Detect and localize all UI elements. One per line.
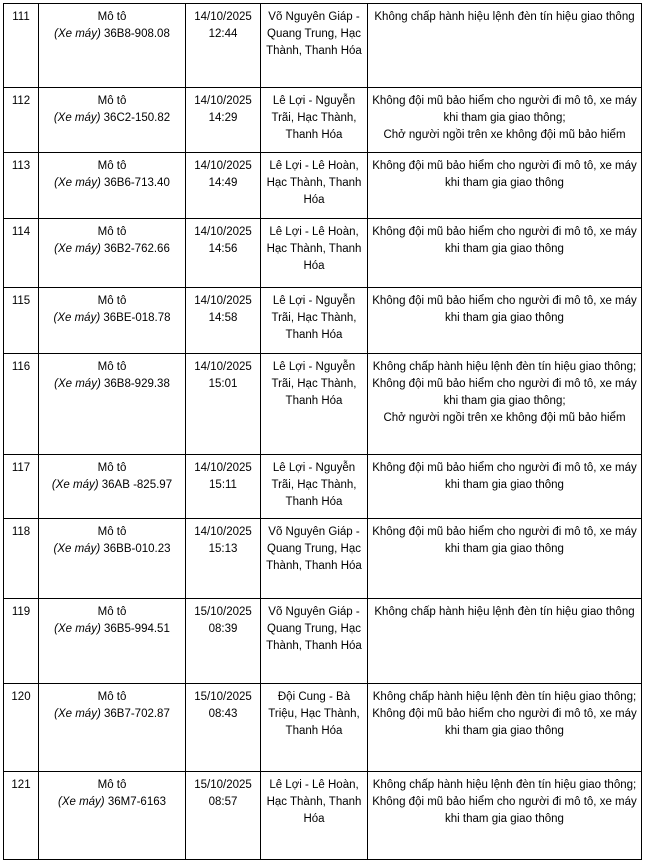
violation-time: 08:43 bbox=[208, 708, 238, 720]
cell-index: 113 bbox=[4, 153, 39, 219]
cell-violations bbox=[368, 772, 642, 860]
cell-vehicle bbox=[39, 354, 186, 455]
cell-index: 114 bbox=[4, 219, 39, 288]
vehicle-plate-line bbox=[42, 26, 182, 43]
cell-vehicle bbox=[39, 288, 186, 354]
vehicle-plate-line bbox=[42, 376, 182, 393]
violation-time: 14:56 bbox=[208, 243, 238, 255]
vehicle-subtype: (Xe máy) bbox=[54, 28, 101, 40]
violation-time: 08:39 bbox=[208, 623, 238, 635]
vehicle-type: Mô tô bbox=[97, 691, 127, 703]
violation-item: Không đội mũ bảo hiểm cho người đi mô tô, xe máy khi tham gia giao thông bbox=[372, 160, 637, 189]
cell-index: 118 bbox=[4, 519, 39, 599]
cell-location: Võ Nguyên Giáp - Quang Trung, Hạc Thành, Thanh Hóa bbox=[261, 519, 368, 599]
vehicle-type: Mô tô bbox=[97, 361, 127, 373]
vehicle-plate-line bbox=[42, 706, 182, 723]
cell-datetime bbox=[186, 4, 261, 88]
cell-location: Lê Lợi - Nguyễn Trãi, Hạc Thành, Thanh Hóa bbox=[261, 354, 368, 455]
violation-item: Không đội mũ bảo hiểm cho người đi mô tô, xe máy khi tham gia giao thông bbox=[372, 226, 637, 255]
plate-number: 36BE-018.78 bbox=[100, 312, 171, 324]
plate-number: 36C2-150.82 bbox=[100, 112, 171, 124]
cell-violations bbox=[368, 519, 642, 599]
cell-datetime bbox=[186, 354, 261, 455]
plate-number: 36M7-6163 bbox=[104, 796, 167, 808]
violation-date: 14/10/2025 bbox=[194, 11, 252, 23]
vehicle-subtype: (Xe máy) bbox=[54, 177, 101, 189]
cell-datetime bbox=[186, 153, 261, 219]
cell-vehicle bbox=[39, 153, 186, 219]
cell-index: 111 bbox=[4, 4, 39, 88]
table-row bbox=[4, 455, 642, 519]
vehicle-subtype: (Xe máy) bbox=[54, 623, 101, 635]
violation-item: Không chấp hành hiệu lệnh đèn tín hiệu giao thông bbox=[374, 11, 635, 23]
violation-time: 08:57 bbox=[208, 796, 238, 808]
plate-number: 36BB-010.23 bbox=[100, 543, 171, 555]
violation-item: Không đội mũ bảo hiểm cho người đi mô tô, xe máy khi tham gia giao thông bbox=[372, 526, 637, 555]
cell-location: Đội Cung - Bà Triệu, Hạc Thành, Thanh Hóa bbox=[261, 684, 368, 772]
vehicle-type: Mô tô bbox=[97, 95, 127, 107]
vehicle-subtype: (Xe máy) bbox=[53, 543, 101, 555]
violation-date: 14/10/2025 bbox=[194, 226, 252, 238]
violation-item: Không đội mũ bảo hiểm cho người đi mô tô, xe máy khi tham gia giao thông; bbox=[372, 95, 637, 124]
violation-date: 14/10/2025 bbox=[194, 361, 252, 373]
cell-violations bbox=[368, 455, 642, 519]
vehicle-plate-line bbox=[42, 175, 182, 192]
cell-vehicle bbox=[39, 519, 186, 599]
cell-violations bbox=[368, 599, 642, 684]
plate-number: 36AB -825.97 bbox=[98, 479, 173, 491]
cell-datetime bbox=[186, 88, 261, 153]
vehicle-type: Mô tô bbox=[97, 295, 127, 307]
vehicle-subtype: (Xe máy) bbox=[54, 708, 101, 720]
vehicle-subtype: (Xe máy) bbox=[51, 479, 99, 491]
vehicle-subtype: (Xe máy) bbox=[57, 796, 105, 808]
cell-vehicle bbox=[39, 4, 186, 88]
cell-datetime bbox=[186, 519, 261, 599]
cell-vehicle bbox=[39, 599, 186, 684]
violation-time: 14:58 bbox=[208, 312, 238, 324]
cell-vehicle bbox=[39, 684, 186, 772]
violation-item: Không đội mũ bảo hiểm cho người đi mô tô, xe máy khi tham gia giao thông bbox=[372, 462, 637, 491]
cell-index: 115 bbox=[4, 288, 39, 354]
vehicle-type: Mô tô bbox=[97, 779, 127, 791]
violation-date: 15/10/2025 bbox=[194, 779, 252, 791]
vehicle-type: Mô tô bbox=[97, 11, 127, 23]
vehicle-plate-line bbox=[42, 477, 182, 494]
violation-date: 14/10/2025 bbox=[194, 295, 252, 307]
cell-datetime bbox=[186, 455, 261, 519]
cell-violations bbox=[368, 219, 642, 288]
vehicle-plate-line bbox=[42, 310, 182, 327]
vehicle-plate-line bbox=[42, 241, 182, 258]
vehicle-subtype: (Xe máy) bbox=[54, 243, 101, 255]
cell-location: Võ Nguyên Giáp - Quang Trung, Hạc Thành, Thanh Hóa bbox=[261, 4, 368, 88]
cell-violations bbox=[368, 153, 642, 219]
violation-item: Chở người ngồi trên xe không đội mũ bảo hiểm bbox=[383, 129, 626, 141]
plate-number: 36B6-713.40 bbox=[100, 177, 170, 189]
cell-datetime bbox=[186, 772, 261, 860]
vehicle-type: Mô tô bbox=[97, 526, 127, 538]
violation-time: 15:01 bbox=[208, 378, 238, 390]
vehicle-type: Mô tô bbox=[97, 160, 127, 172]
vehicle-type: Mô tô bbox=[97, 462, 127, 474]
cell-index: 116 bbox=[4, 354, 39, 455]
table-row bbox=[4, 88, 642, 153]
table-row bbox=[4, 772, 642, 860]
cell-vehicle bbox=[39, 455, 186, 519]
cell-location: Võ Nguyên Giáp - Quang Trung, Hạc Thành, Thanh Hóa bbox=[261, 599, 368, 684]
cell-datetime bbox=[186, 288, 261, 354]
cell-violations bbox=[368, 684, 642, 772]
violation-date: 14/10/2025 bbox=[194, 462, 252, 474]
violation-item: Không chấp hành hiệu lệnh đèn tín hiệu giao thông; bbox=[372, 691, 637, 703]
cell-location: Lê Lợi - Nguyễn Trãi, Hạc Thành, Thanh Hóa bbox=[261, 88, 368, 153]
violation-time: 12:44 bbox=[208, 28, 238, 40]
cell-violations bbox=[368, 354, 642, 455]
violation-date: 14/10/2025 bbox=[194, 526, 252, 538]
cell-location: Lê Lợi - Lê Hoàn, Hạc Thành, Thanh Hóa bbox=[261, 772, 368, 860]
cell-violations bbox=[368, 4, 642, 88]
plate-number: 36B8-929.38 bbox=[100, 378, 170, 390]
vehicle-subtype: (Xe máy) bbox=[53, 112, 101, 124]
table-row bbox=[4, 219, 642, 288]
violation-time: 15:13 bbox=[208, 543, 238, 555]
plate-number: 36B5-994.51 bbox=[100, 623, 170, 635]
cell-location: Lê Lợi - Lê Hoàn, Hạc Thành, Thanh Hóa bbox=[261, 219, 368, 288]
violation-item: Không chấp hành hiệu lệnh đèn tín hiệu giao thông bbox=[374, 606, 635, 618]
violation-date: 15/10/2025 bbox=[194, 606, 252, 618]
violation-item: Không đội mũ bảo hiểm cho người đi mô tô, xe máy khi tham gia giao thông bbox=[372, 295, 637, 324]
cell-violations bbox=[368, 288, 642, 354]
vehicle-type: Mô tô bbox=[97, 606, 127, 618]
violations-table-body bbox=[4, 4, 642, 860]
cell-datetime bbox=[186, 684, 261, 772]
cell-index: 117 bbox=[4, 455, 39, 519]
table-row bbox=[4, 519, 642, 599]
violation-date: 15/10/2025 bbox=[194, 691, 252, 703]
cell-datetime bbox=[186, 219, 261, 288]
cell-index: 121 bbox=[4, 772, 39, 860]
violation-item: Chở người ngồi trên xe không đội mũ bảo hiểm bbox=[383, 412, 626, 424]
cell-index: 112 bbox=[4, 88, 39, 153]
violation-item: Không đội mũ bảo hiểm cho người đi mô tô, xe máy khi tham gia giao thông bbox=[372, 708, 637, 737]
violation-item: Không đội mũ bảo hiểm cho người đi mô tô, xe máy khi tham gia giao thông bbox=[372, 796, 637, 825]
cell-vehicle bbox=[39, 219, 186, 288]
vehicle-plate-line bbox=[42, 541, 182, 558]
cell-location: Lê Lợi - Nguyễn Trãi, Hạc Thành, Thanh Hóa bbox=[261, 455, 368, 519]
cell-vehicle bbox=[39, 88, 186, 153]
table-row bbox=[4, 354, 642, 455]
cell-vehicle bbox=[39, 772, 186, 860]
violation-time: 14:49 bbox=[208, 177, 238, 189]
violation-item: Không đội mũ bảo hiểm cho người đi mô tô, xe máy khi tham gia giao thông; bbox=[372, 378, 637, 407]
cell-location: Lê Lợi - Lê Hoàn, Hạc Thành, Thanh Hóa bbox=[261, 153, 368, 219]
cell-index: 119 bbox=[4, 599, 39, 684]
vehicle-subtype: (Xe máy) bbox=[54, 378, 101, 390]
plate-number: 36B8-908.08 bbox=[100, 28, 170, 40]
table-row bbox=[4, 288, 642, 354]
violation-time: 14:29 bbox=[208, 112, 238, 124]
table-row bbox=[4, 684, 642, 772]
violation-date: 14/10/2025 bbox=[194, 160, 252, 172]
plate-number: 36B7-702.87 bbox=[100, 708, 170, 720]
violation-date: 14/10/2025 bbox=[194, 95, 252, 107]
cell-location: Lê Lợi - Nguyễn Trãi, Hạc Thành, Thanh Hóa bbox=[261, 288, 368, 354]
violation-item: Không chấp hành hiệu lệnh đèn tín hiệu giao thông; bbox=[372, 361, 637, 373]
table-row bbox=[4, 153, 642, 219]
vehicle-plate-line bbox=[42, 621, 182, 638]
vehicle-plate-line bbox=[42, 110, 182, 127]
table-row bbox=[4, 4, 642, 88]
plate-number: 36B2-762.66 bbox=[100, 243, 170, 255]
violations-table bbox=[3, 3, 642, 860]
table-row bbox=[4, 599, 642, 684]
cell-violations bbox=[368, 88, 642, 153]
cell-datetime bbox=[186, 599, 261, 684]
violation-item: Không chấp hành hiệu lệnh đèn tín hiệu giao thông; bbox=[372, 779, 637, 791]
vehicle-plate-line bbox=[42, 794, 182, 811]
cell-index: 120 bbox=[4, 684, 39, 772]
vehicle-type: Mô tô bbox=[97, 226, 127, 238]
violation-time: 15:11 bbox=[209, 479, 237, 491]
vehicle-subtype: (Xe máy) bbox=[53, 312, 101, 324]
